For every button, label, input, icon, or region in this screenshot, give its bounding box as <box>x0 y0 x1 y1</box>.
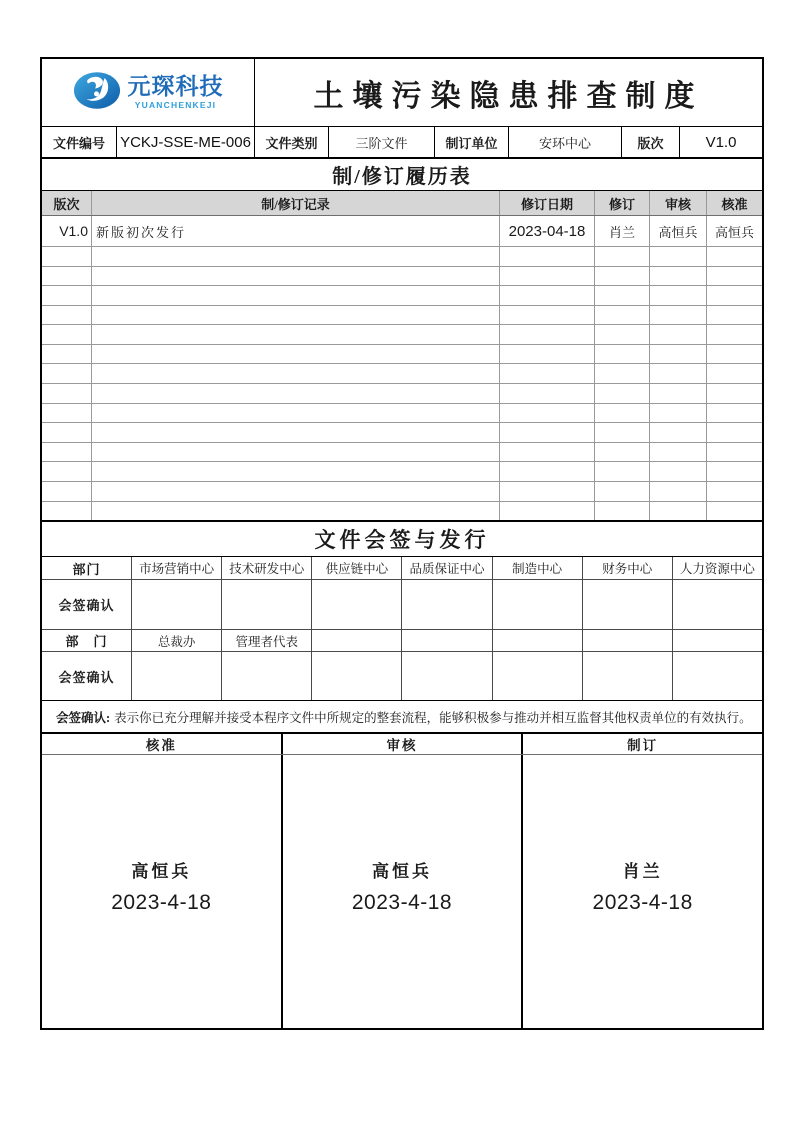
revision-empty-rows <box>42 247 762 522</box>
revision-empty-cell <box>42 404 92 423</box>
signoff-note-row <box>42 701 762 734</box>
revision-empty-cell <box>42 306 92 325</box>
revision-empty-cell <box>92 502 500 521</box>
dept-empty <box>312 630 402 651</box>
revision-empty-cell <box>42 443 92 462</box>
approval-header-approve: 核准 <box>42 734 283 754</box>
revision-empty-cell <box>92 247 500 266</box>
issuing-unit-value: 安环中心 <box>509 127 622 157</box>
revision-empty-row <box>42 286 762 306</box>
revision-empty-cell <box>595 345 650 364</box>
revision-empty-cell <box>707 404 762 423</box>
revision-reviser: 肖兰 <box>595 216 650 246</box>
revision-empty-cell <box>92 423 500 442</box>
confirm-cell <box>583 652 673 700</box>
confirm-cell <box>583 580 673 629</box>
revision-empty-cell <box>92 306 500 325</box>
dept-header-row-1 <box>42 557 762 580</box>
note-label: 会签确认: <box>56 710 111 725</box>
revision-empty-cell <box>42 384 92 403</box>
revision-empty-cell <box>92 345 500 364</box>
revision-empty-cell <box>707 502 762 521</box>
revision-empty-row <box>42 404 762 424</box>
approval-sign-audit <box>283 755 524 1028</box>
col-header-reviser: 修订 <box>595 191 650 215</box>
revision-empty-cell <box>707 423 762 442</box>
revision-table-header <box>42 191 762 216</box>
revision-empty-cell <box>650 404 707 423</box>
approval-header-row <box>42 734 762 755</box>
revision-empty-cell <box>500 345 595 364</box>
revision-empty-cell <box>707 325 762 344</box>
confirm-label-1: 会签确认 <box>42 580 132 629</box>
document-title: 土壤污染隐患排查制度 <box>313 79 704 113</box>
revision-empty-row <box>42 482 762 502</box>
version-label: 版次 <box>622 127 680 157</box>
revision-empty-cell <box>42 364 92 383</box>
dept-supply: 供应链中心 <box>312 557 402 579</box>
revision-empty-cell <box>500 423 595 442</box>
revision-empty-cell <box>595 423 650 442</box>
revision-empty-cell <box>92 286 500 305</box>
approval-header-audit: 审核 <box>283 734 524 754</box>
dept-empty <box>493 630 583 651</box>
brand-name: 元琛科技 <box>127 73 224 100</box>
revision-empty-cell <box>650 364 707 383</box>
revision-empty-cell <box>707 364 762 383</box>
confirm-cell <box>132 580 222 629</box>
revision-empty-cell <box>500 384 595 403</box>
revision-empty-cell <box>42 325 92 344</box>
revision-empty-cell <box>42 482 92 501</box>
confirm-cell <box>222 580 312 629</box>
confirm-cell <box>132 652 222 700</box>
revision-table-title: 制/修订履历表 <box>42 159 762 191</box>
confirm-label-2: 会签确认 <box>42 652 132 700</box>
revision-empty-cell <box>650 286 707 305</box>
revision-empty-cell <box>707 267 762 286</box>
revision-empty-cell <box>650 462 707 481</box>
revision-row-v1 <box>42 216 762 247</box>
title-cell <box>255 59 762 126</box>
brand-text <box>127 73 224 110</box>
confirm-cell <box>673 652 762 700</box>
revision-empty-cell <box>92 364 500 383</box>
revision-empty-cell <box>595 384 650 403</box>
revision-auditor: 高恒兵 <box>650 216 707 246</box>
revision-empty-cell <box>42 286 92 305</box>
revision-empty-cell <box>595 286 650 305</box>
revision-record: 新版初次发行 <box>92 216 500 246</box>
signoff-confirm-row-2 <box>42 652 762 701</box>
revision-empty-row <box>42 443 762 463</box>
revision-empty-row <box>42 462 762 482</box>
signoff-section-title: 文件会签与发行 <box>42 522 762 557</box>
revision-empty-cell <box>707 384 762 403</box>
revision-empty-cell <box>42 462 92 481</box>
signature-name: 肖兰 <box>622 861 663 881</box>
approval-header-draft: 制订 <box>627 738 659 753</box>
revision-empty-cell <box>595 502 650 521</box>
revision-empty-cell <box>500 267 595 286</box>
revision-empty-row <box>42 384 762 404</box>
revision-empty-cell <box>707 286 762 305</box>
signature-name: 高恒兵 <box>131 861 192 881</box>
revision-empty-row <box>42 345 762 365</box>
revision-empty-cell <box>42 267 92 286</box>
confirm-cell <box>222 652 312 700</box>
revision-empty-cell <box>707 306 762 325</box>
revision-empty-cell <box>500 364 595 383</box>
col-header-approver: 核准 <box>721 196 748 212</box>
revision-empty-cell <box>650 306 707 325</box>
dept-label-1: 部门 <box>42 557 132 579</box>
revision-empty-cell <box>92 404 500 423</box>
doc-type-label: 文件类别 <box>255 127 329 157</box>
revision-empty-cell <box>707 345 762 364</box>
dept-hr: 人力资源中心 <box>679 562 755 576</box>
note-text: 表示你已充分理解并接受本程序文件中所规定的整套流程，能够积极参与推动并相互监督其他权责单位的有效执行。 <box>114 710 752 725</box>
revision-approver: 高恒兵 <box>714 224 754 240</box>
revision-empty-cell <box>650 423 707 442</box>
revision-empty-cell <box>500 286 595 305</box>
approval-sign-draft <box>523 755 762 1028</box>
revision-empty-cell <box>707 247 762 266</box>
revision-version: V1.0 <box>42 216 92 246</box>
revision-empty-cell <box>42 345 92 364</box>
revision-empty-cell <box>650 482 707 501</box>
brand-title-row <box>42 59 762 127</box>
revision-empty-cell <box>500 443 595 462</box>
revision-empty-cell <box>650 502 707 521</box>
confirm-cell <box>493 580 583 629</box>
revision-empty-cell <box>650 247 707 266</box>
confirm-cell <box>402 652 492 700</box>
revision-empty-cell <box>500 247 595 266</box>
dept-manufacture: 制造中心 <box>493 557 583 579</box>
revision-empty-row <box>42 325 762 345</box>
dept-president-office: 总裁办 <box>132 630 222 651</box>
revision-empty-row <box>42 502 762 521</box>
revision-empty-row <box>42 364 762 384</box>
signature-name: 高恒兵 <box>372 861 432 881</box>
signature-date: 2023-4-18 <box>592 890 693 914</box>
dept-label-2: 部 门 <box>42 630 132 651</box>
revision-empty-cell <box>500 306 595 325</box>
revision-empty-cell <box>707 443 762 462</box>
revision-empty-cell <box>500 502 595 521</box>
revision-empty-cell <box>650 443 707 462</box>
revision-empty-row <box>42 247 762 267</box>
revision-empty-cell <box>650 345 707 364</box>
revision-empty-cell <box>42 423 92 442</box>
col-header-auditor: 审核 <box>650 191 707 215</box>
revision-empty-cell <box>707 462 762 481</box>
dept-marketing: 市场营销中心 <box>132 557 222 579</box>
revision-empty-cell <box>92 482 500 501</box>
col-header-version: 版次 <box>42 191 92 215</box>
revision-empty-cell <box>595 462 650 481</box>
confirm-cell <box>673 580 762 629</box>
brand-subtitle: YUANCHENKEJI <box>134 99 217 110</box>
revision-empty-cell <box>595 443 650 462</box>
brand-cell <box>42 59 255 126</box>
dept-header-row-2 <box>42 630 762 652</box>
revision-empty-cell <box>650 267 707 286</box>
approval-sign-approve <box>42 755 283 1028</box>
revision-empty-cell <box>92 267 500 286</box>
revision-empty-cell <box>500 404 595 423</box>
revision-date: 2023-04-18 <box>500 216 595 246</box>
revision-empty-cell <box>595 306 650 325</box>
dept-empty <box>583 630 673 651</box>
revision-empty-cell <box>595 404 650 423</box>
issuing-unit-label: 制订单位 <box>435 127 509 157</box>
dept-mgmt-rep: 管理者代表 <box>222 630 312 651</box>
approval-signature-row <box>42 755 762 1028</box>
dept-empty <box>673 630 762 651</box>
dept-rnd: 技术研发中心 <box>222 557 312 579</box>
confirm-cell <box>312 652 402 700</box>
dept-quality: 品质保证中心 <box>402 557 492 579</box>
revision-empty-row <box>42 423 762 443</box>
revision-empty-cell <box>42 502 92 521</box>
revision-empty-cell <box>595 482 650 501</box>
document-sheet <box>40 57 764 1030</box>
col-header-date: 修订日期 <box>500 191 595 215</box>
confirm-cell <box>402 580 492 629</box>
revision-empty-row <box>42 267 762 287</box>
signature-date: 2023-4-18 <box>351 890 453 914</box>
revision-empty-cell <box>92 462 500 481</box>
revision-empty-cell <box>595 267 650 286</box>
revision-empty-row <box>42 306 762 326</box>
brand-logo-icon <box>73 71 121 115</box>
revision-empty-cell <box>650 325 707 344</box>
version-value: V1.0 <box>705 133 737 151</box>
doc-info-row <box>42 127 762 159</box>
confirm-cell <box>312 580 402 629</box>
confirm-cell <box>493 652 583 700</box>
dept-finance: 财务中心 <box>583 557 673 579</box>
revision-empty-cell <box>92 443 500 462</box>
revision-empty-cell <box>595 364 650 383</box>
revision-empty-cell <box>595 325 650 344</box>
revision-empty-cell <box>595 247 650 266</box>
revision-empty-cell <box>92 325 500 344</box>
doc-type-value: 三阶文件 <box>329 127 435 157</box>
revision-empty-cell <box>500 462 595 481</box>
revision-empty-cell <box>42 247 92 266</box>
revision-empty-cell <box>707 482 762 501</box>
revision-empty-cell <box>500 325 595 344</box>
revision-empty-cell <box>92 384 500 403</box>
signature-date: 2023-4-18 <box>111 890 212 914</box>
revision-empty-cell <box>500 482 595 501</box>
doc-no-label: 文件编号 <box>42 127 117 157</box>
revision-empty-cell <box>650 384 707 403</box>
col-header-record: 制/修订记录 <box>92 191 500 215</box>
signoff-confirm-row-1 <box>42 580 762 630</box>
doc-no-value: YCKJ-SSE-ME-006 <box>117 127 255 157</box>
dept-empty <box>402 630 492 651</box>
